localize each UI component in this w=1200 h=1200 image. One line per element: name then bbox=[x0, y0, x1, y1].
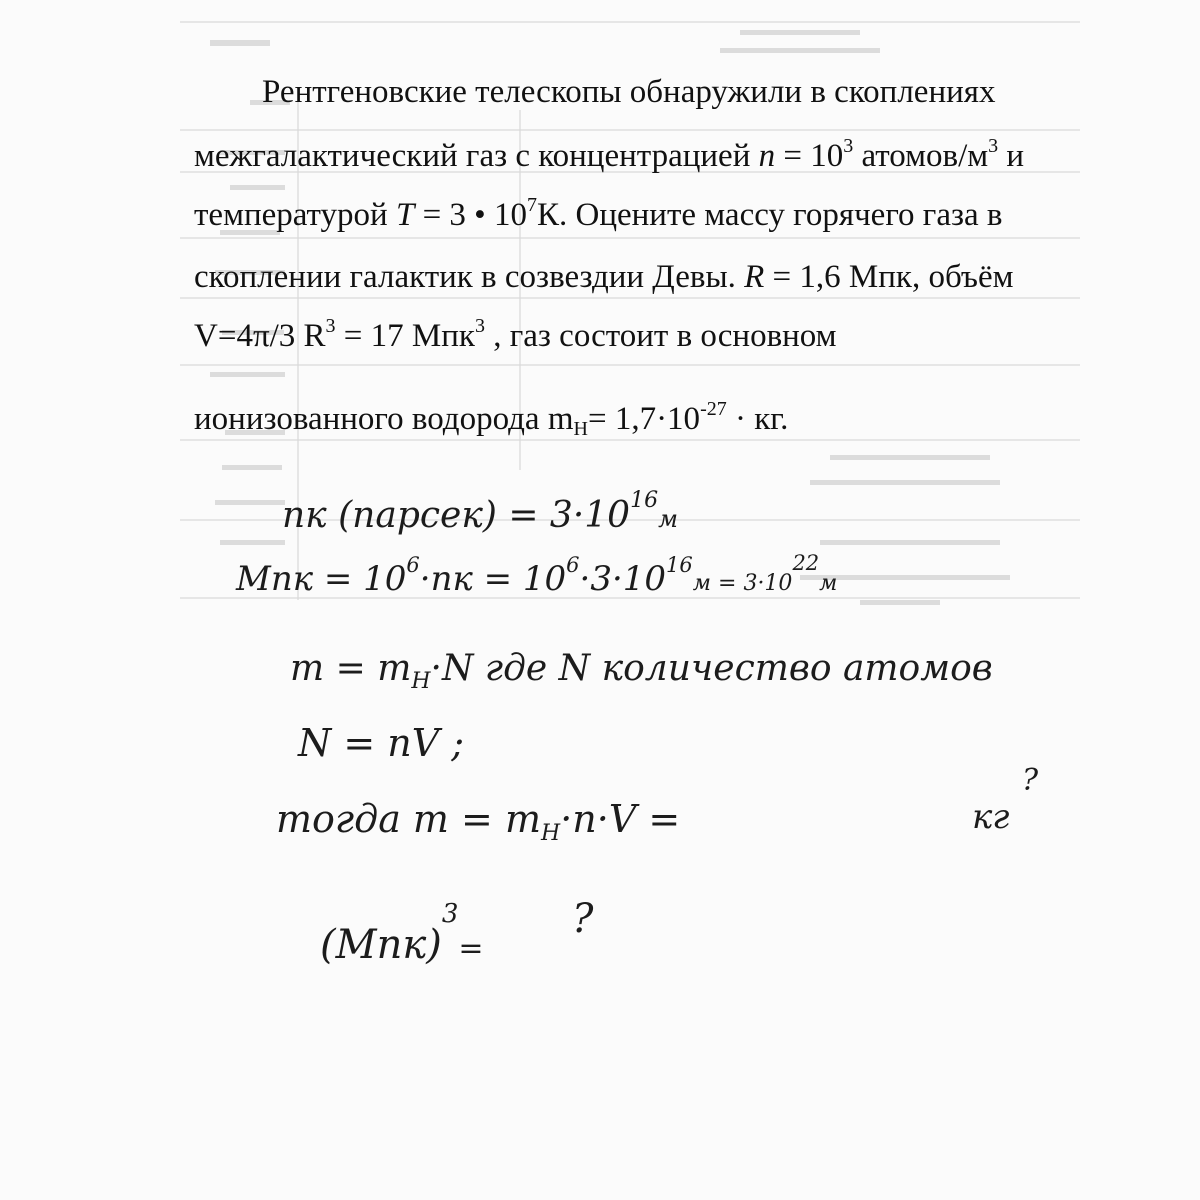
text-segment: межгалактический газ с концентрацией bbox=[194, 138, 759, 174]
note-question-mark-2: ? bbox=[572, 896, 594, 942]
exponent: 3 bbox=[474, 315, 485, 337]
text-segment: атомов/м bbox=[853, 138, 989, 174]
note-parsec-definition: пк (парсек) = $3\cdot 10^{16}_м$ bbox=[282, 488, 678, 536]
exponent: 3 bbox=[843, 135, 854, 157]
note-megaparsec-definition: Мпк = $10^6\cdot пк = 10^6\cdot 3\cdot 10^{16}_{м = 3\cdot 10}^{22}_м$ bbox=[236, 551, 838, 599]
text-segment: = 3 • 10 bbox=[414, 197, 527, 233]
text-segment: и bbox=[998, 138, 1025, 174]
exponent: 3 bbox=[988, 135, 999, 157]
text-segment: · кг. bbox=[726, 401, 789, 437]
exponent: 3 bbox=[325, 315, 336, 337]
note-mass-result: тогда $m = m_H\cdot n\cdot V$ = bbox=[276, 797, 681, 846]
note-number-of-atoms: N = nV ; bbox=[298, 721, 465, 765]
exponent: -27 bbox=[700, 398, 727, 420]
symbol-n: n bbox=[758, 138, 776, 174]
text-segment: = 1,6 Мпк, объём bbox=[764, 259, 1014, 295]
note-question-mark: ? bbox=[1022, 763, 1039, 798]
note-unit-kg: кг bbox=[972, 797, 1010, 837]
text-segment: К. Оцените массу горячего газа в bbox=[536, 197, 1003, 233]
subscript: H bbox=[573, 418, 588, 440]
text-segment: температурой bbox=[194, 197, 396, 233]
problem-line-1-text: Рентгеновские телескопы обнаружили в скоплениях bbox=[262, 74, 996, 110]
text-segment: V=4π/3 R bbox=[194, 318, 326, 354]
text-segment: = 17 Мпк bbox=[335, 318, 475, 354]
symbol-T: T bbox=[395, 197, 415, 233]
text-segment: = 10 bbox=[775, 138, 844, 174]
text-segment: , газ состоит в основном bbox=[484, 318, 837, 354]
exponent: 7 bbox=[526, 194, 537, 216]
text-segment: ионизованного водорода m bbox=[194, 401, 574, 437]
symbol-R: R bbox=[744, 259, 765, 295]
note-mass-formula: $m = m_H\cdot N$ где N количество атомов bbox=[290, 648, 993, 694]
text-segment: скоплении галактик в созвездии Девы. bbox=[194, 259, 745, 295]
note-megaparsec-cubed: (Мпк)$^3_=$ bbox=[320, 899, 484, 968]
text-segment: = 1,7·10 bbox=[587, 401, 701, 437]
